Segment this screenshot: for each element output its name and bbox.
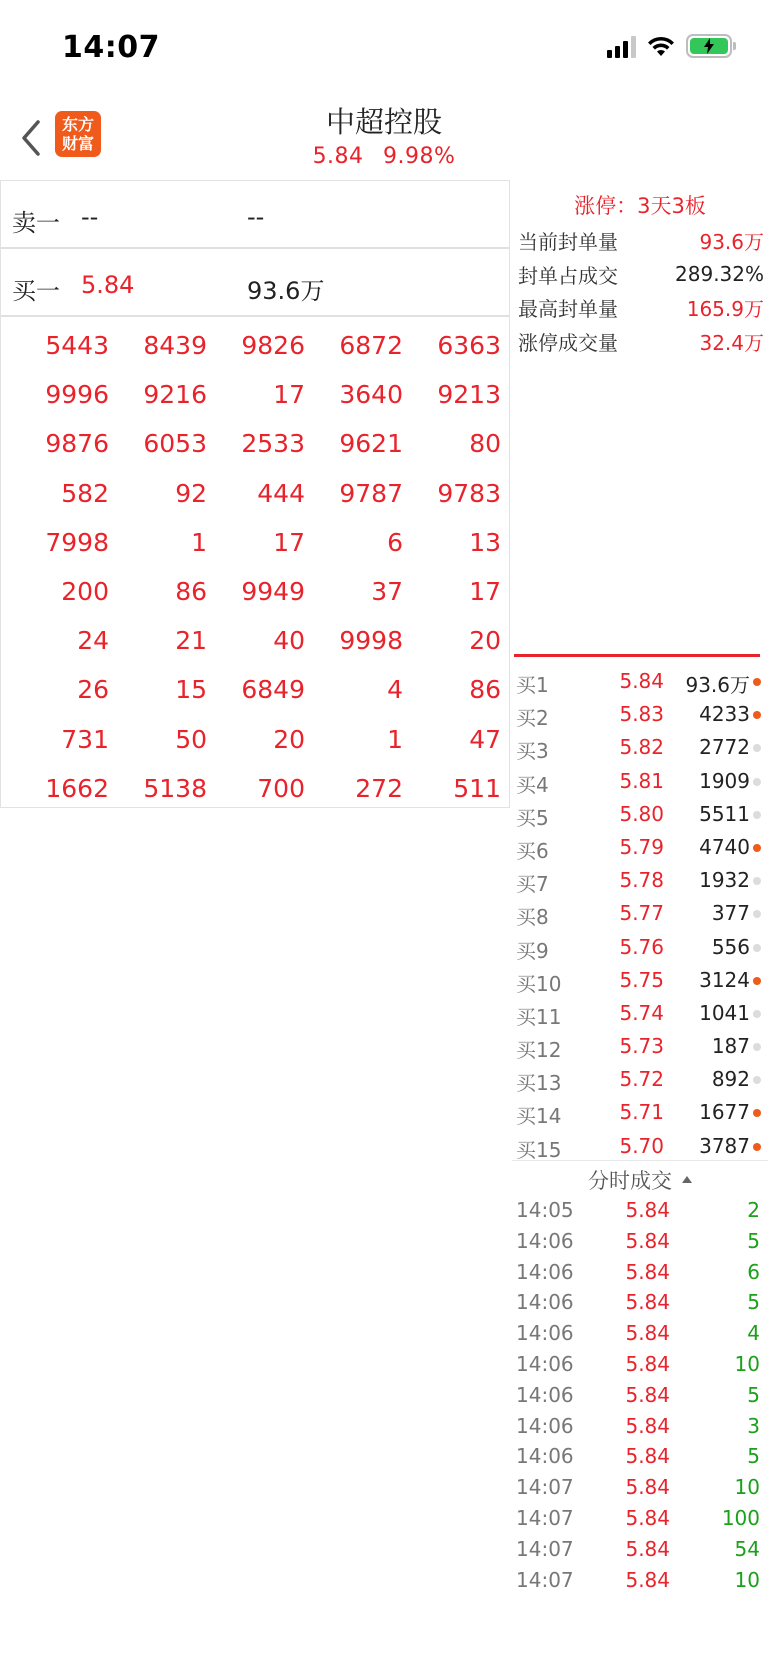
status-dot-icon	[753, 811, 761, 819]
tick-price: 5.84	[625, 1228, 670, 1253]
bid-level-label: 买1	[516, 673, 549, 697]
tick-volume: 10	[734, 1567, 760, 1592]
header	[0, 96, 768, 178]
queue-cell: 6363	[437, 331, 501, 361]
tick-price: 5.84	[625, 1259, 670, 1284]
bid-level-price: 5.79	[619, 834, 664, 859]
queue-row	[1, 764, 509, 813]
queue-row	[1, 616, 509, 665]
bid-level-row[interactable]	[514, 864, 768, 897]
queue-cell: 7998	[45, 527, 109, 557]
bid-level-row[interactable]	[514, 665, 768, 698]
status-dot-icon	[753, 1010, 761, 1018]
queue-cell: 26	[77, 675, 109, 705]
bid-level-price: 5.84	[619, 669, 664, 693]
tick-price: 5.84	[625, 1567, 670, 1592]
queue-cell: 17	[469, 577, 501, 607]
tick-time: 14:06	[516, 1290, 574, 1315]
queue-cell: 6849	[241, 675, 305, 705]
stat-label: 涨停成交量	[518, 330, 618, 355]
tick-volume: 10	[734, 1351, 760, 1376]
bid-level-price: 5.81	[619, 768, 664, 793]
tick-price: 5.84	[625, 1198, 670, 1222]
order-book	[514, 665, 768, 1163]
stock-name: 中超控股	[325, 105, 442, 139]
queue-cell: 20	[469, 626, 501, 656]
price-summary	[0, 144, 768, 169]
bid-level-label: 买14	[516, 1104, 562, 1129]
stat-value: 165.9万	[686, 297, 764, 322]
stat-value: 32.4万	[699, 330, 764, 355]
queue-cell: 80	[469, 429, 501, 459]
stat-row	[518, 258, 764, 292]
queue-cell: 9216	[143, 380, 207, 410]
tick-row	[514, 1534, 760, 1565]
queue-cell: 21	[175, 626, 207, 656]
bid-level-row[interactable]	[514, 997, 768, 1030]
status-time: 14:07	[62, 30, 160, 65]
queue-row	[1, 321, 509, 370]
tick-volume: 6	[747, 1259, 760, 1284]
bid-level-volume: 187	[711, 1034, 750, 1059]
logo-text-1: 东方	[61, 115, 94, 134]
tick-price: 5.84	[625, 1413, 670, 1438]
bid-level-row[interactable]	[514, 831, 768, 864]
bid-level-row[interactable]	[514, 964, 768, 997]
bid-level-price: 5.71	[619, 1100, 664, 1125]
queue-cell: 4	[387, 675, 403, 705]
stat-label: 最高封单量	[518, 297, 618, 322]
tick-row	[514, 1226, 760, 1257]
bid-level-price: 5.75	[619, 967, 664, 992]
bid-level-label: 买12	[516, 1038, 562, 1063]
tick-time: 14:06	[516, 1259, 574, 1284]
order-queue-grid	[1, 317, 509, 813]
queue-cell: 444	[257, 478, 305, 508]
queue-cell: 40	[273, 626, 305, 656]
status-dot-icon	[753, 1043, 761, 1051]
limit-up-title: 涨停：3天3板	[574, 194, 706, 218]
queue-cell: 1	[191, 527, 207, 557]
tick-volume: 5	[747, 1228, 760, 1253]
tick-volume: 10	[734, 1475, 760, 1500]
queue-cell: 272	[355, 773, 403, 803]
queue-cell: 50	[175, 724, 207, 754]
status-dot-icon	[753, 877, 761, 885]
tick-volume: 5	[747, 1444, 760, 1469]
queue-cell: 9783	[437, 478, 501, 508]
queue-cell: 511	[453, 773, 501, 803]
queue-row	[1, 419, 509, 468]
current-price: 5.84	[312, 144, 364, 169]
queue-cell: 13	[469, 527, 501, 557]
stat-row	[518, 325, 764, 359]
status-dot-icon	[753, 778, 761, 786]
bid-level-row[interactable]	[514, 1030, 768, 1063]
order-queue-panel	[0, 180, 510, 808]
tick-price: 5.84	[625, 1290, 670, 1315]
tick-time: 14:06	[516, 1351, 574, 1376]
sell1-row	[1, 181, 509, 249]
status-dot-icon	[753, 844, 761, 852]
queue-cell: 9876	[45, 429, 109, 459]
bid-level-label: 买9	[516, 938, 549, 963]
tick-price: 5.84	[625, 1505, 670, 1530]
bid-level-volume: 892	[711, 1067, 750, 1092]
bid-level-volume: 1041	[699, 1000, 750, 1025]
queue-row	[1, 665, 509, 714]
tick-volume: 2	[747, 1198, 760, 1222]
wifi-icon	[646, 34, 676, 58]
tick-volume: 3	[747, 1413, 760, 1438]
bid-level-price: 5.80	[619, 801, 664, 826]
bid-level-price: 5.72	[619, 1067, 664, 1092]
tick-row	[514, 1472, 760, 1503]
tick-row	[514, 1503, 760, 1534]
bid-level-price: 5.74	[619, 1000, 664, 1025]
bid-level-row[interactable]	[514, 931, 768, 964]
tick-time: 14:06	[516, 1321, 574, 1346]
bid-level-row[interactable]	[514, 1130, 768, 1163]
bid-level-row[interactable]	[514, 698, 768, 731]
status-dot-icon	[753, 744, 761, 752]
bid-level-price: 5.77	[619, 901, 664, 926]
queue-cell: 24	[77, 626, 109, 656]
queue-cell: 20	[273, 724, 305, 754]
queue-row	[1, 715, 509, 764]
queue-cell: 5443	[45, 331, 109, 361]
queue-cell: 9787	[339, 478, 403, 508]
status-dot-icon	[753, 910, 761, 918]
sell1-label: 卖一	[12, 209, 60, 237]
bid-level-label: 买4	[516, 772, 549, 797]
queue-cell: 37	[371, 577, 403, 607]
queue-cell: 8439	[143, 331, 207, 361]
queue-cell: 6053	[143, 429, 207, 459]
queue-cell: 700	[257, 773, 305, 803]
queue-cell: 9826	[241, 331, 305, 361]
tick-volume: 4	[747, 1321, 760, 1346]
tick-time: 14:07	[516, 1505, 574, 1530]
sell1-volume: --	[247, 203, 265, 231]
tick-row	[514, 1380, 760, 1411]
bid-level-volume: 4740	[699, 834, 750, 859]
bid-level-price: 5.78	[619, 868, 664, 893]
bid-level-row[interactable]	[514, 765, 768, 798]
bid-level-volume: 1932	[699, 868, 750, 893]
tick-price: 5.84	[625, 1536, 670, 1561]
bid-level-volume: 377	[711, 901, 750, 926]
tick-row	[514, 1411, 760, 1442]
cellular-signal-icon	[607, 34, 636, 58]
bid-level-volume: 1677	[699, 1100, 750, 1125]
queue-cell: 86	[469, 675, 501, 705]
tick-time: 14:06	[516, 1444, 574, 1469]
queue-cell: 731	[61, 724, 109, 754]
tick-row	[514, 1565, 760, 1596]
bid-level-row[interactable]	[514, 731, 768, 764]
tick-price: 5.84	[625, 1475, 670, 1500]
queue-cell: 200	[61, 577, 109, 607]
bid-level-price: 5.83	[619, 702, 664, 727]
tick-row	[514, 1287, 760, 1318]
bid-level-volume: 1909	[699, 768, 750, 793]
queue-cell: 9949	[241, 577, 305, 607]
tick-volume: 54	[734, 1536, 760, 1561]
status-bar	[0, 0, 768, 96]
tick-time: 14:06	[516, 1382, 574, 1407]
buy1-price: 5.84	[81, 271, 135, 299]
tick-price: 5.84	[625, 1321, 670, 1346]
stat-row	[518, 291, 764, 325]
bid-level-volume: 3787	[699, 1133, 750, 1158]
tick-volume: 5	[747, 1382, 760, 1407]
status-icons	[607, 34, 732, 58]
ticks-section-toggle[interactable]	[512, 1160, 768, 1196]
queue-cell: 9998	[339, 626, 403, 656]
queue-cell: 1662	[45, 773, 109, 803]
stat-label: 封单占成交	[518, 263, 618, 288]
queue-cell: 9213	[437, 380, 501, 410]
bid-level-volume: 2772	[699, 735, 750, 760]
bid-level-label: 买3	[516, 739, 549, 764]
tick-row	[514, 1195, 760, 1226]
queue-cell: 2533	[241, 429, 305, 459]
bid-level-volume: 556	[711, 934, 750, 959]
queue-row	[1, 518, 509, 567]
queue-cell: 9996	[45, 380, 109, 410]
order-book-divider	[514, 654, 760, 657]
status-dot-icon	[753, 944, 761, 952]
tick-price: 5.84	[625, 1444, 670, 1469]
buy1-volume: 93.6万	[247, 277, 325, 305]
bid-level-label: 买6	[516, 838, 549, 863]
stat-value: 93.6万	[699, 230, 764, 255]
battery-charging-icon	[686, 34, 732, 58]
queue-cell: 9621	[339, 429, 403, 459]
bid-level-row[interactable]	[514, 1063, 768, 1096]
queue-cell: 6872	[339, 331, 403, 361]
tick-price: 5.84	[625, 1382, 670, 1407]
tick-time: 14:07	[516, 1567, 574, 1592]
tick-time: 14:06	[516, 1413, 574, 1438]
queue-row	[1, 567, 509, 616]
buy1-label: 买一	[12, 277, 60, 305]
bid-level-row[interactable]	[514, 798, 768, 831]
stat-value: 289.32%	[675, 262, 764, 287]
caret-up-icon	[682, 1176, 692, 1183]
sell1-price: --	[81, 203, 99, 231]
bid-level-volume: 5511	[699, 801, 750, 826]
bid-level-label: 买2	[516, 706, 549, 731]
status-dot-icon	[753, 678, 761, 686]
stat-row	[518, 224, 764, 258]
bid-level-price: 5.76	[619, 934, 664, 959]
bid-level-label: 买10	[516, 971, 562, 996]
status-dot-icon	[753, 1076, 761, 1084]
bid-level-volume: 3124	[699, 967, 750, 992]
stat-label: 当前封单量	[518, 230, 618, 255]
bid-level-volume: 4233	[699, 702, 750, 727]
limit-up-stats	[518, 224, 764, 358]
queue-cell: 5138	[143, 773, 207, 803]
status-dot-icon	[753, 711, 761, 719]
tick-time: 14:07	[516, 1536, 574, 1561]
bid-level-volume: 93.6万	[685, 673, 750, 697]
tick-volume: 100	[721, 1505, 760, 1530]
bid-level-label: 买8	[516, 905, 549, 930]
tick-time: 14:07	[516, 1475, 574, 1500]
buy1-row	[1, 249, 509, 317]
status-dot-icon	[753, 1143, 761, 1151]
bid-level-label: 买15	[516, 1137, 562, 1162]
tick-time: 14:05	[516, 1198, 574, 1222]
bid-level-price: 5.73	[619, 1034, 664, 1059]
ticks-list	[514, 1195, 760, 1595]
bid-level-price: 5.82	[619, 735, 664, 760]
queue-cell: 582	[61, 478, 109, 508]
queue-cell: 17	[273, 380, 305, 410]
bid-level-row[interactable]	[514, 1096, 768, 1129]
bid-level-label: 买5	[516, 805, 549, 830]
queue-cell: 15	[175, 675, 207, 705]
tick-time: 14:06	[516, 1228, 574, 1253]
queue-cell: 1	[387, 724, 403, 754]
tick-row	[514, 1257, 760, 1288]
queue-cell: 86	[175, 577, 207, 607]
bid-level-row[interactable]	[514, 897, 768, 930]
tick-row	[514, 1349, 760, 1380]
logo-text-2: 财富	[61, 134, 94, 153]
bid-level-label: 买11	[516, 1004, 562, 1029]
tick-volume: 5	[747, 1290, 760, 1315]
bid-level-label: 买13	[516, 1071, 562, 1096]
queue-row	[1, 469, 509, 518]
tick-price: 5.84	[625, 1351, 670, 1376]
queue-cell: 47	[469, 724, 501, 754]
bid-level-price: 5.70	[619, 1133, 664, 1158]
status-dot-icon	[753, 977, 761, 985]
bid-level-label: 买7	[516, 872, 549, 897]
tick-row	[514, 1318, 760, 1349]
status-dot-icon	[753, 1109, 761, 1117]
queue-cell: 6	[387, 527, 403, 557]
queue-row	[1, 370, 509, 419]
ticks-section-title: 分时成交	[588, 1169, 672, 1193]
change-percent: 9.98%	[383, 144, 456, 169]
queue-cell: 92	[175, 478, 207, 508]
queue-cell: 17	[273, 527, 305, 557]
tick-row	[514, 1441, 760, 1472]
queue-cell: 3640	[339, 380, 403, 410]
